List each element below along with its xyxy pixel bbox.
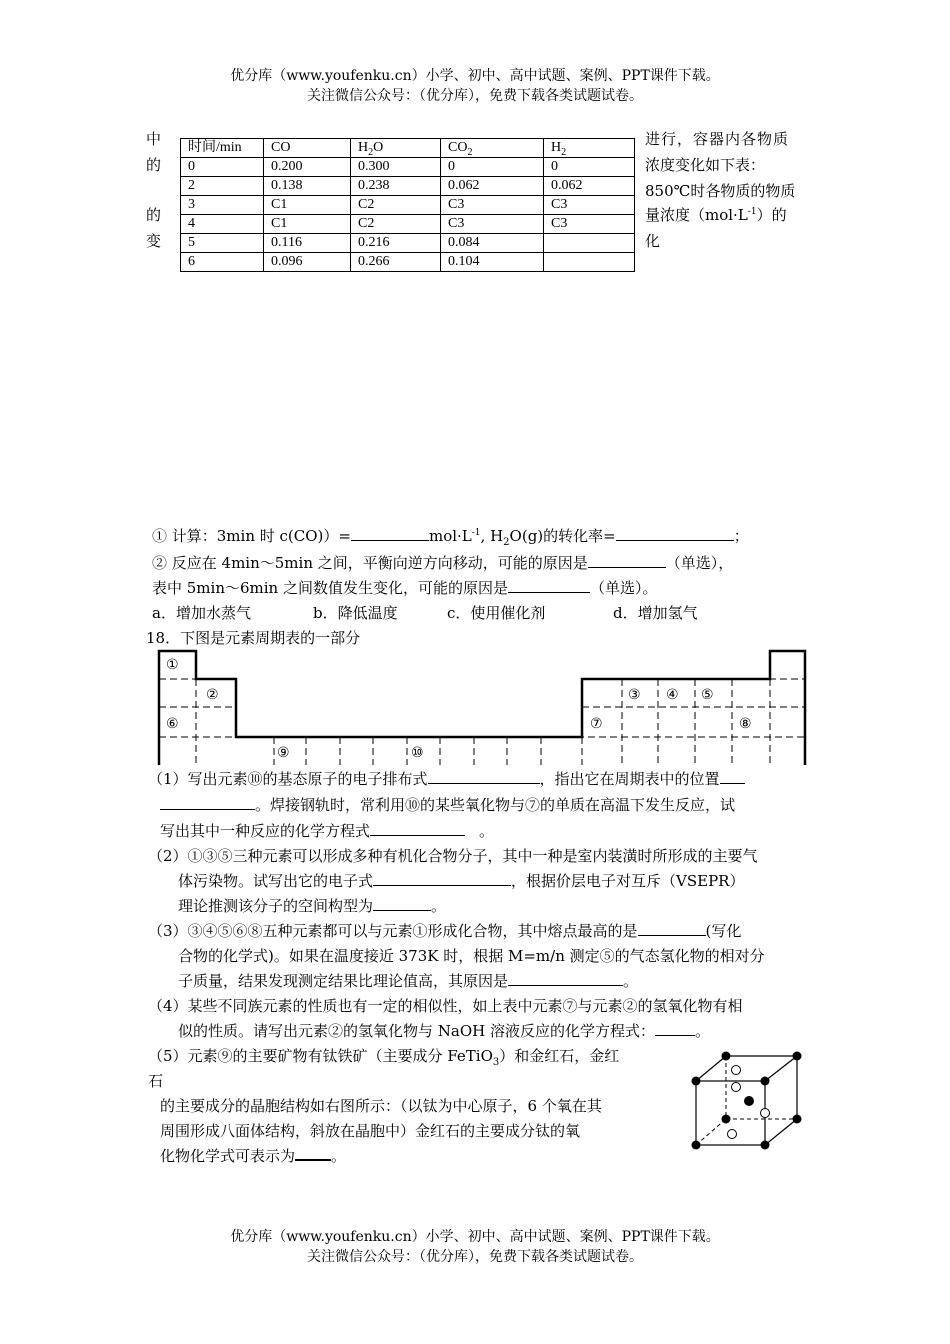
table-cell: 0 <box>441 158 544 177</box>
table-cell: 0.216 <box>351 234 441 253</box>
side-left-char: 的 <box>146 206 162 224</box>
side-right-line: 浓度变化如下表： <box>645 156 766 174</box>
table-cell: 0.200 <box>264 158 351 177</box>
table-row <box>181 196 635 215</box>
element-mark-8: ⑧ <box>739 716 752 732</box>
o-atom <box>732 1066 741 1075</box>
table-cell: 0.238 <box>351 177 441 196</box>
element-mark-7: ⑦ <box>590 716 603 732</box>
periodic-table-diagram <box>150 645 810 770</box>
footer-line-2: 关注微信公众号：（优分库），免费下载各类试题试卷。 <box>307 1249 643 1265</box>
table-header-cell: $CO_2$ <box>441 139 544 158</box>
q18-part2-line3: 理论推测该分子的空间构型为 。 <box>178 897 447 915</box>
element-mark-1: ① <box>166 657 179 673</box>
ti-atom-corner <box>722 1052 731 1061</box>
q18-part5-line5: 化物化学式可表示为 。 <box>160 1147 347 1165</box>
table-cell: C2 <box>351 215 441 234</box>
q18-part1-line3: 写出其中一种反应的化学方程式 。 <box>160 822 495 840</box>
table-row <box>181 215 635 234</box>
ti-atom-corner <box>761 1141 770 1150</box>
table-cell: C1 <box>264 215 351 234</box>
q18-part4-line1: （4）某些不同族元素的性质也有一定的相似性，如上表中元素⑦与元素②的氢氧化物有相 <box>148 997 743 1015</box>
q18-part1-line2: 。焊接钢轨时，常利用⑩的某些氧化物与⑦的单质在高温下发生反应，试 <box>160 794 735 816</box>
side-right-line: 进行，容器内各物质 <box>645 130 790 148</box>
table-cell: 4 <box>181 215 264 234</box>
side-left-char: 中 <box>146 130 162 148</box>
side-left-char: 的 <box>146 156 162 174</box>
q17-option-c: c．使用催化剂 <box>447 604 546 622</box>
o-atom <box>728 1130 737 1139</box>
table-cell: 3 <box>181 196 264 215</box>
table-cell: C3 <box>544 196 635 215</box>
ti-atom-corner <box>692 1077 701 1086</box>
q18-part5-line1: （5）元素⑨的主要矿物有钛铁矿（主要成分 FeTiO$_3$）和金红石，金红 <box>148 1047 620 1068</box>
table-row <box>181 158 635 177</box>
table-header-cell: $H_2$ <box>544 139 635 158</box>
table-header-cell: CO <box>264 139 351 158</box>
q18-part5-line2: 石 <box>148 1072 164 1090</box>
q17-option-a: a．增加水蒸气 <box>152 604 251 622</box>
header-line-1: 优分库（www.youfenku.cn）小学、初中、高中试题、案例、PPT课件下载。 <box>230 68 720 84</box>
element-mark-10: ⑩ <box>411 745 424 761</box>
q17-option-b: b．降低温度 <box>313 604 398 622</box>
q17-line-3: 表中 5min～6min 之间数值发生变化，可能的原因是 （单选）。 <box>152 579 658 597</box>
table-cell: 0.062 <box>544 177 635 196</box>
element-mark-4: ④ <box>666 687 679 703</box>
side-right-line: 850℃时各物质的物质 <box>645 182 796 200</box>
q18-part5-line4: 周围形成八面体结构，斜放在晶胞中）金红石的主要成分钛的氧 <box>160 1122 581 1140</box>
table-cell: 0.300 <box>351 158 441 177</box>
table-row <box>181 234 635 253</box>
ti-atom-corner <box>761 1077 770 1086</box>
table-cell: 0.266 <box>351 253 441 272</box>
table-cell: C1 <box>264 196 351 215</box>
table-cell: C2 <box>351 196 441 215</box>
table-cell: 0 <box>544 158 635 177</box>
side-right-line: 化 <box>645 232 661 250</box>
table-cell: C3 <box>441 215 544 234</box>
ti-atom-corner <box>793 1115 802 1124</box>
table-cell: 0.084 <box>441 234 544 253</box>
table-cell: 5 <box>181 234 264 253</box>
table-cell: 0 <box>181 158 264 177</box>
table-cell: 0.096 <box>264 253 351 272</box>
table-cell: 0.138 <box>264 177 351 196</box>
q17-line-2: ② 反应在 4min～5min 之间，平衡向逆方向移动，可能的原因是 （单选）， <box>152 554 734 572</box>
q18-part1-line1: （1）写出元素⑩的基态原子的电子排布式 ，指出它在周期表中的位置 <box>148 768 745 790</box>
q18-part3-line2: 合物的化学式)。如果在温度接近 373K 时，根据 M=m/n 测定⑤的气态氢化物的相对分 <box>178 947 765 965</box>
table-cell <box>544 253 635 272</box>
side-right-line: 量浓度$(mol\cdot L^{-1})$的 <box>645 206 787 224</box>
table-header-cell: 时间/min <box>181 139 264 158</box>
element-mark-2: ② <box>206 687 219 703</box>
table-cell: C3 <box>441 196 544 215</box>
table-cell: 6 <box>181 253 264 272</box>
table-cell: 0.104 <box>441 253 544 272</box>
o-atom <box>761 1109 770 1118</box>
q18-part4-line2: 似的性质。请写出元素②的氢氧化物与 NaOH 溶液反应的化学方程式： 。 <box>178 1022 711 1040</box>
table-header-cell: $H_2O$ <box>351 139 441 158</box>
q18-part5-line3: 的主要成分的晶胞结构如右图所示：（以钛为中心原子，6 个氧在其 <box>160 1097 602 1115</box>
table-cell: 0.062 <box>441 177 544 196</box>
q17-option-d: d．增加氢气 <box>613 604 698 622</box>
o-atom <box>732 1083 741 1092</box>
table-cell: C3 <box>544 215 635 234</box>
ti-atom-corner <box>793 1052 802 1061</box>
q18-title: 18．下图是元素周期表的一部分 <box>146 629 361 647</box>
table-cell <box>544 234 635 253</box>
concentration-table <box>180 138 635 272</box>
ti-atom-corner <box>722 1115 731 1124</box>
rutile-unit-cell-diagram <box>685 1050 810 1155</box>
side-left-char: 变 <box>146 232 162 250</box>
ti-atom-center <box>744 1096 754 1106</box>
table-row <box>181 253 635 272</box>
element-mark-9: ⑨ <box>277 745 290 761</box>
table-cell: 0.116 <box>264 234 351 253</box>
element-mark-6: ⑥ <box>166 716 179 732</box>
q18-part3-line3: 子质量，结果发现测定结果比理论值高，其原因是 。 <box>178 972 639 990</box>
q17-line-1: ① 计算：3min 时 $c(CO))= mol\cdot L^{-1}$, $H_2O(g)$的转化率= ； <box>152 527 749 548</box>
table-header-row <box>181 139 635 158</box>
table-cell: 2 <box>181 177 264 196</box>
table-row <box>181 177 635 196</box>
element-mark-5: ⑤ <box>701 687 714 703</box>
q18-part2-line2: 体污染物。试写出它的电子式 ，根据价层电子对互斥（VSEPR） <box>178 872 745 890</box>
q18-part2-line1: （2）①③⑤三种元素可以形成多种有机化合物分子，其中一种是室内装潢时所形成的主要气 <box>148 847 758 865</box>
header-line-2: 关注微信公众号：（优分库），免费下载各类试题试卷。 <box>307 88 643 104</box>
ti-atom-corner <box>692 1141 701 1150</box>
element-mark-3: ③ <box>628 687 641 703</box>
q18-part3-line1: （3）③④⑤⑥⑧五种元素都可以与元素①形成化合物，其中熔点最高的是 (写化 <box>148 922 742 940</box>
footer-line-1: 优分库（www.youfenku.cn）小学、初中、高中试题、案例、PPT课件下载。 <box>230 1229 720 1245</box>
